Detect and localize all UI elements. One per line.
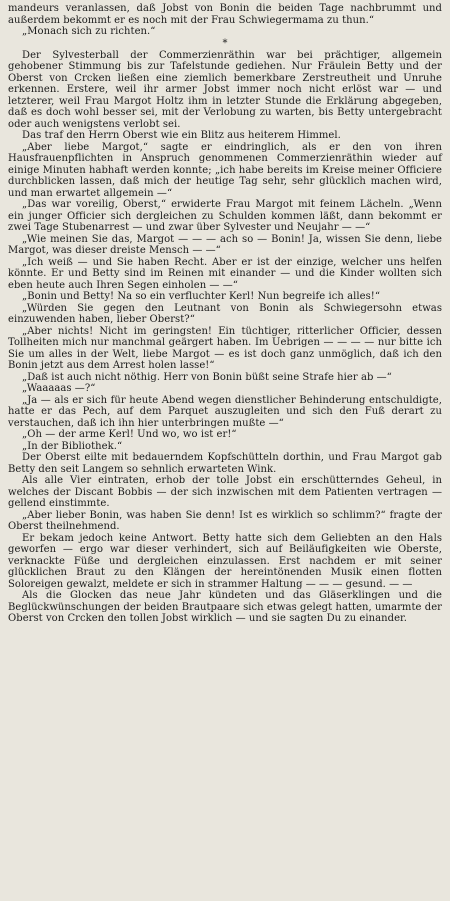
paragraph: „Waaaaas —?“ [22, 383, 96, 394]
paragraph: „Aber nichts! Nicht im geringsten! Ein tüchtiger, ritterlicher Officier, dessen Tollheiten mich nur manchmal geärgert haben. Im Uebrigen — — — — nur bitte ich Sie um alles in der Welt, liebe Margot — es ist doch ganz unmöglich, daß ich den Bonin jetzt aus dem Arrest holen lasse!“ [8, 325, 442, 371]
paragraph: „Monach sich zu richten.“ [22, 26, 156, 37]
paragraph: „Bonin und Betty! Na so ein verfluchter Kerl! Nun begreife ich alles!“ [22, 291, 380, 302]
paragraph-continuation: mandeurs veranlassen, daß Jobst von Bonin die beiden Tage nachbrummt und außerdem bekommt er es noch mit der Frau Schwiegermama zu thun.“ [8, 3, 442, 26]
paragraph: „Ja — als er sich für heute Abend wegen dienstlicher Behinderung entschuldigte, hatte er das Pech, auf dem Parquet auszugleiten und sich den Fuß derart zu verstauchen, daß ich ihn hier unterbringen mußte —“ [8, 394, 442, 429]
paragraph: „Aber lieber Bonin, was haben Sie denn! Ist es wirklich so schlimm?“ fragte der Oberst theilnehmend. [8, 509, 442, 532]
paragraph: Der Oberst eilte mit bedauerndem Kopfschütteln dorthin, und Frau Margot gab Betty den seit Langem so sehnlich erwarteten Wink. [8, 452, 442, 475]
paragraph: Das traf den Herrn Oberst wie ein Blitz aus heiterem Himmel. [22, 130, 341, 141]
paragraph: „Würden Sie gegen den Leutnant von Bonin als Schwiegersohn etwas einzuwenden haben, lieber Oberst?“ [8, 302, 442, 325]
paragraph: „Aber liebe Margot,“ sagte er eindringlich, als er den von ihren Hausfrauenpflichten in Anspruch genommenen Commerzienräthin wieder auf einige Minuten habhaft werden konnte; „ich habe bereits im Kreise meiner Officiere durchblicken lassen, daß mich der heutige Tag sehr, sehr glücklich machen wird, und man erwartet allgemein —“ [8, 141, 442, 199]
paragraph: Er bekam jedoch keine Antwort. Betty hatte sich dem Geliebten an den Hals geworfen — ergo war dieser verhindert, sich auf Beiläufigkeiten wie Oberste, verknackte Füße und dergleichen einzulassen. Erst nachdem er mit seiner glücklichen Braut zu den Klängen der hereintönenden Musik einen flotten Soloreigen gewalzt, meldete er sich in strammer Haltung — — — gesund. — — [8, 532, 442, 590]
paragraph: „In der Bibliothek.“ [22, 440, 123, 452]
paragraph: „Das war voreilig, Oberst,“ erwiderte Frau Margot mit feinem Lächeln. „Wenn ein junger Officier sich dergleichen zu Schulden kommen läßt, dann bekommt er zwei Tage Stubenarrest — und zwar über Sylvester und Neujahr — —“ [8, 199, 442, 233]
paragraph: „Wie meinen Sie das, Margot — — — ach so — Bonin! Ja, wissen Sie denn, liebe Margot, was dieser dreiste Mensch — —“ [8, 233, 442, 256]
section-separator: * [222, 37, 228, 49]
paragraph: „Ich weiß — und Sie haben Recht. Aber er ist der einzige, welcher uns helfen könnte. Er und Betty sind im Reinen mit einander — und die Kinder wollten sich eben heute auch Ihren Segen einholen — —“ [8, 256, 442, 291]
paragraph: „Oh — der arme Kerl! Und wo, wo ist er!“ [22, 429, 237, 440]
paragraph: Als alle Vier eintraten, erhob der tolle Jobst ein erschütterndes Geheul, in welches der Discant Bobbis — der sich inzwischen mit dem Patienten vertragen — gellend einstimmte. [8, 475, 442, 509]
paragraph: „Daß ist auch nicht nöthig. Herr von Bonin büßt seine Strafe hier ab —“ [22, 371, 392, 383]
paragraph: Der Sylvesterball der Commerzienräthin war bei prächtiger, allgemein gehobener Stimmung bis zur Tafelstunde gediehen. Nur Fräulein Betty und der Oberst von Crcken ließen eine ziemlich bemerkbare Zerstreutheit und Unruhe erkennen. Erstere, weil ihr armer Jobst immer noch nicht erlöst war — und letzterer, weil Frau Margot Holtz ihm in letzter Stunde die Erklärung abgegeben, daß es doch wohl besser sei, mit der Verlobung zu warten, bis Betty untergebracht oder auch wenigstens verlobt sei. [8, 49, 442, 130]
paragraph: Als die Glocken das neue Jahr kündeten und das Gläserklingen und die Beglückwünschungen der beiden Brautpaare sich etwas gelegt hatten, umarmte der Oberst von Crcken den tollen Jobst wirklich — und sie sagten Du zu einander. [8, 590, 442, 624]
